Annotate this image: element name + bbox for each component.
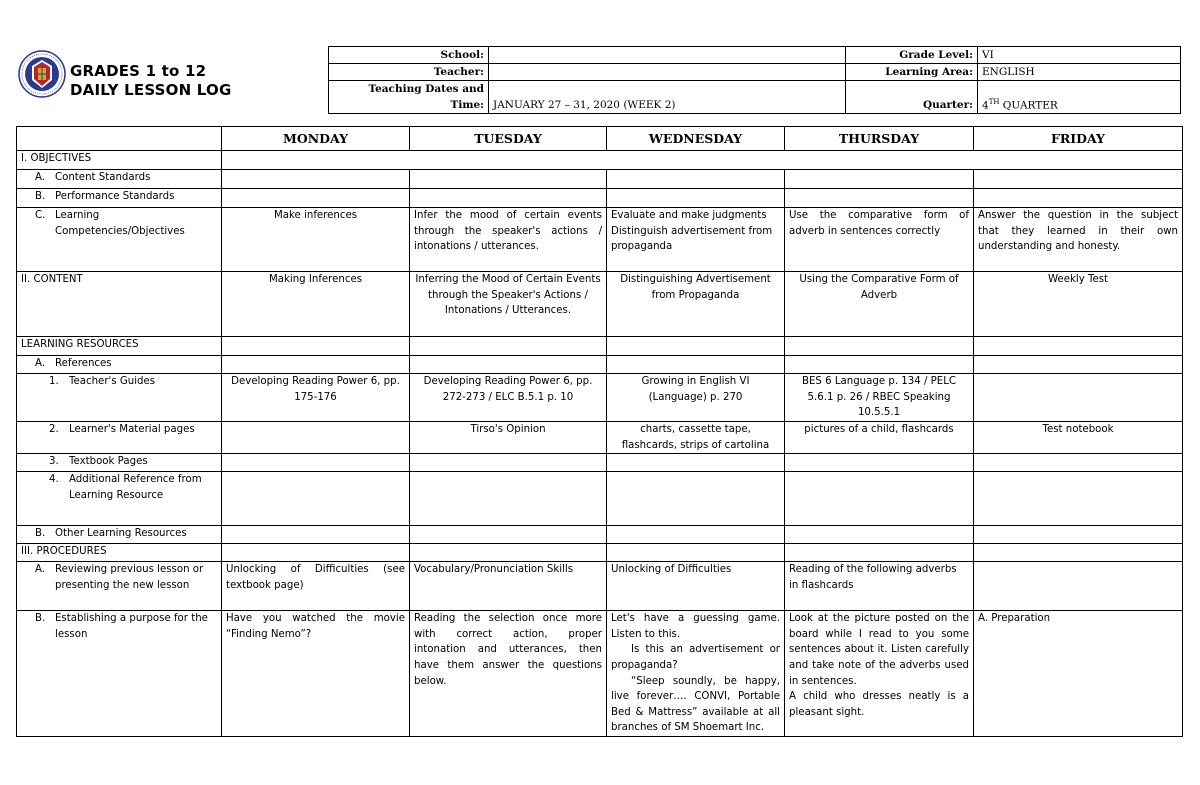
row-label: Performance Standards — [55, 191, 175, 202]
learners-material-label — [17, 422, 222, 454]
row-label: Teacher's Guides — [69, 376, 156, 387]
teachers-guides-label — [17, 374, 222, 422]
table-cell — [222, 544, 410, 562]
table-cell — [410, 526, 607, 544]
table-cell — [607, 170, 785, 189]
purpose-wednesday-line-3: “Sleep soundly, be happy, live forever…. CONVI, Portable Bed & Mattress” available at all branches of SM Shoemart Inc. — [611, 675, 780, 734]
purpose-thursday — [785, 611, 974, 737]
table-cell — [222, 472, 410, 526]
table-row — [17, 208, 1183, 272]
objectives-heading: I. OBJECTIVES — [17, 151, 222, 170]
table-cell — [785, 472, 974, 526]
table-cell — [974, 526, 1183, 544]
competencies-label — [17, 208, 222, 272]
objectives-span-cell — [222, 151, 1183, 170]
table-row — [17, 526, 1183, 544]
learning-area-value: ENGLISH — [978, 64, 1181, 81]
content-standards-label — [17, 170, 222, 189]
purpose-wednesday-line-1: Let's have a guessing game. Listen to this. — [611, 613, 780, 640]
table-cell — [410, 337, 607, 356]
row-label: References — [55, 358, 112, 369]
table-cell — [222, 189, 410, 208]
material-thursday: pictures of a child, flashcards — [785, 422, 974, 454]
additional-reference-label — [17, 472, 222, 526]
row-label: Reviewing previous lesson or presenting the new lesson — [55, 564, 204, 591]
day-header-monday: MONDAY — [222, 127, 410, 151]
procedures-heading: III. PROCEDURES — [17, 544, 222, 562]
table-cell — [607, 472, 785, 526]
table-cell — [607, 356, 785, 374]
learning-area-label: Learning Area: — [846, 64, 978, 81]
row-label: Learner's Material pages — [69, 424, 195, 435]
material-wednesday: charts, cassette tape, flashcards, strips of cartolina — [607, 422, 785, 454]
row-key: A. — [35, 564, 46, 576]
teaching-dates-label — [329, 81, 489, 114]
table-cell — [785, 544, 974, 562]
title-line-2: DAILY LESSON LOG — [70, 81, 232, 99]
reviewing-friday — [974, 562, 1183, 611]
table-cell — [222, 170, 410, 189]
row-label: Establishing a purpose for the lesson — [55, 613, 208, 640]
guide-friday — [974, 374, 1183, 422]
table-cell — [785, 337, 974, 356]
day-header-row — [17, 127, 1183, 151]
table-cell — [410, 189, 607, 208]
corner-cell — [17, 127, 222, 151]
row-key: B. — [35, 528, 46, 540]
purpose-wednesday — [607, 611, 785, 737]
table-cell — [974, 337, 1183, 356]
school-label: School: — [329, 47, 489, 64]
table-row — [17, 374, 1183, 422]
table-cell — [974, 454, 1183, 472]
purpose-wednesday-line-2: Is this an advertisement or propaganda? — [611, 644, 780, 671]
content-friday: Weekly Test — [974, 272, 1183, 337]
row-label: Learning Competencies/Objectives — [55, 210, 185, 237]
table-cell — [222, 356, 410, 374]
teaching-dates-label-line-2: Time: — [450, 99, 484, 111]
material-monday — [222, 422, 410, 454]
quarter-text: QUARTER — [999, 99, 1058, 111]
reviewing-wednesday: Unlocking of Difficulties — [607, 562, 785, 611]
row-key: B. — [35, 191, 46, 202]
table-cell — [410, 454, 607, 472]
table-cell — [607, 526, 785, 544]
competency-tuesday: Infer the mood of certain events through the speaker's actions / intonations / utterances. — [410, 208, 607, 272]
purpose-thursday-line-1: Look at the picture posted on the board while I read to you some sentences about it. Listen carefully and take note of the adverbs used in sentences. — [789, 613, 969, 687]
table-row — [17, 189, 1183, 208]
teaching-dates-label-line-1: Teaching Dates and — [368, 83, 484, 95]
table-row — [17, 337, 1183, 356]
teacher-label: Teacher: — [329, 64, 489, 81]
table-cell — [410, 356, 607, 374]
table-cell — [607, 454, 785, 472]
table-cell — [607, 544, 785, 562]
row-key: 4. — [49, 474, 59, 486]
table-cell — [785, 454, 974, 472]
performance-standards-label — [17, 189, 222, 208]
quarter-suffix: TH — [988, 97, 1000, 106]
table-row — [17, 562, 1183, 611]
row-key: A. — [35, 358, 46, 369]
table-cell — [785, 170, 974, 189]
competency-wednesday: Evaluate and make judgments Distinguish advertisement from propaganda — [607, 208, 785, 272]
table-cell — [607, 189, 785, 208]
quarter-value — [978, 81, 1181, 114]
school-value — [489, 47, 846, 64]
table-cell — [974, 189, 1183, 208]
reviewing-label — [17, 562, 222, 611]
row-label: Content Standards — [55, 172, 151, 183]
purpose-label — [17, 611, 222, 737]
purpose-tuesday: Reading the selection once more with correct action, proper intonation and utterances, then have them answer the questions below. — [410, 611, 607, 737]
reviewing-thursday: Reading of the following adverbs in flashcards — [785, 562, 974, 611]
guide-thursday: BES 6 Language p. 134 / PELC 5.6.1 p. 26 / RBEC Speaking 10.5.5.1 — [785, 374, 974, 422]
guide-tuesday: Developing Reading Power 6, pp. 272-273 / ELC B.5.1 p. 10 — [410, 374, 607, 422]
teacher-value — [489, 64, 846, 81]
quarter-label: Quarter: — [846, 81, 978, 114]
competency-friday: Answer the question in the subject that they learned in their own understanding and honesty. — [974, 208, 1183, 272]
material-friday: Test notebook — [974, 422, 1183, 454]
document-title — [70, 62, 232, 100]
row-key: 2. — [49, 424, 59, 435]
content-wednesday: Distinguishing Advertisement from Propaganda — [607, 272, 785, 337]
day-header-friday: FRIDAY — [974, 127, 1183, 151]
row-key: 3. — [49, 456, 59, 468]
table-cell — [974, 356, 1183, 374]
competency-thursday: Use the comparative form of adverb in sentences correctly — [785, 208, 974, 272]
references-label — [17, 356, 222, 374]
purpose-monday: Have you watched the movie “Finding Nemo”? — [222, 611, 410, 737]
textbook-pages-label — [17, 454, 222, 472]
table-cell — [410, 544, 607, 562]
table-row — [17, 472, 1183, 526]
row-label: Additional Reference from Learning Resource — [69, 474, 202, 501]
learning-resources-heading: LEARNING RESOURCES — [17, 337, 222, 356]
day-header-wednesday: WEDNESDAY — [607, 127, 785, 151]
table-cell — [222, 526, 410, 544]
grade-level-label: Grade Level: — [846, 47, 978, 64]
row-key: C. — [35, 210, 46, 221]
grade-level-value: VI — [978, 47, 1181, 64]
row-label: Textbook Pages — [69, 456, 148, 468]
title-line-1: GRADES 1 to 12 — [70, 62, 207, 80]
other-resources-label — [17, 526, 222, 544]
purpose-thursday-line-2: A child who dresses neatly is a pleasant sight. — [789, 691, 969, 718]
table-cell — [607, 337, 785, 356]
table-cell — [410, 170, 607, 189]
row-key: B. — [35, 613, 46, 625]
table-cell — [222, 337, 410, 356]
table-row — [17, 454, 1183, 472]
table-row — [17, 272, 1183, 337]
table-cell — [974, 170, 1183, 189]
table-cell — [222, 454, 410, 472]
day-header-thursday: THURSDAY — [785, 127, 974, 151]
row-key: A. — [35, 172, 46, 183]
guide-monday: Developing Reading Power 6, pp. 175-176 — [222, 374, 410, 422]
table-row — [17, 422, 1183, 454]
content-heading: II. CONTENT — [17, 272, 222, 337]
reviewing-monday: Unlocking of Difficulties (see textbook page) — [222, 562, 410, 611]
content-monday: Making Inferences — [222, 272, 410, 337]
table-cell — [785, 189, 974, 208]
lesson-log-table — [16, 126, 1183, 737]
table-row — [17, 170, 1183, 189]
table-cell — [410, 472, 607, 526]
header-info-table — [328, 46, 1181, 114]
table-cell — [974, 472, 1183, 526]
table-cell — [785, 356, 974, 374]
deped-seal-icon — [18, 50, 66, 98]
row-label: Other Learning Resources — [55, 528, 187, 540]
teaching-dates-value: JANUARY 27 – 31, 2020 (WEEK 2) — [489, 81, 846, 114]
content-tuesday: Inferring the Mood of Certain Events through the Speaker's Actions / Intonations / Utterances. — [410, 272, 607, 337]
quarter-number: 4 — [982, 99, 989, 111]
table-cell — [785, 526, 974, 544]
table-row — [17, 611, 1183, 737]
table-row — [17, 544, 1183, 562]
day-header-tuesday: TUESDAY — [410, 127, 607, 151]
table-cell — [974, 544, 1183, 562]
row-key: 1. — [49, 376, 59, 387]
material-tuesday: Tirso's Opinion — [410, 422, 607, 454]
reviewing-tuesday: Vocabulary/Pronunciation Skills — [410, 562, 607, 611]
competency-monday: Make inferences — [222, 208, 410, 272]
table-row — [17, 356, 1183, 374]
guide-wednesday: Growing in English VI (Language) p. 270 — [607, 374, 785, 422]
purpose-friday: A. Preparation — [974, 611, 1183, 737]
content-thursday: Using the Comparative Form of Adverb — [785, 272, 974, 337]
table-row — [17, 151, 1183, 170]
